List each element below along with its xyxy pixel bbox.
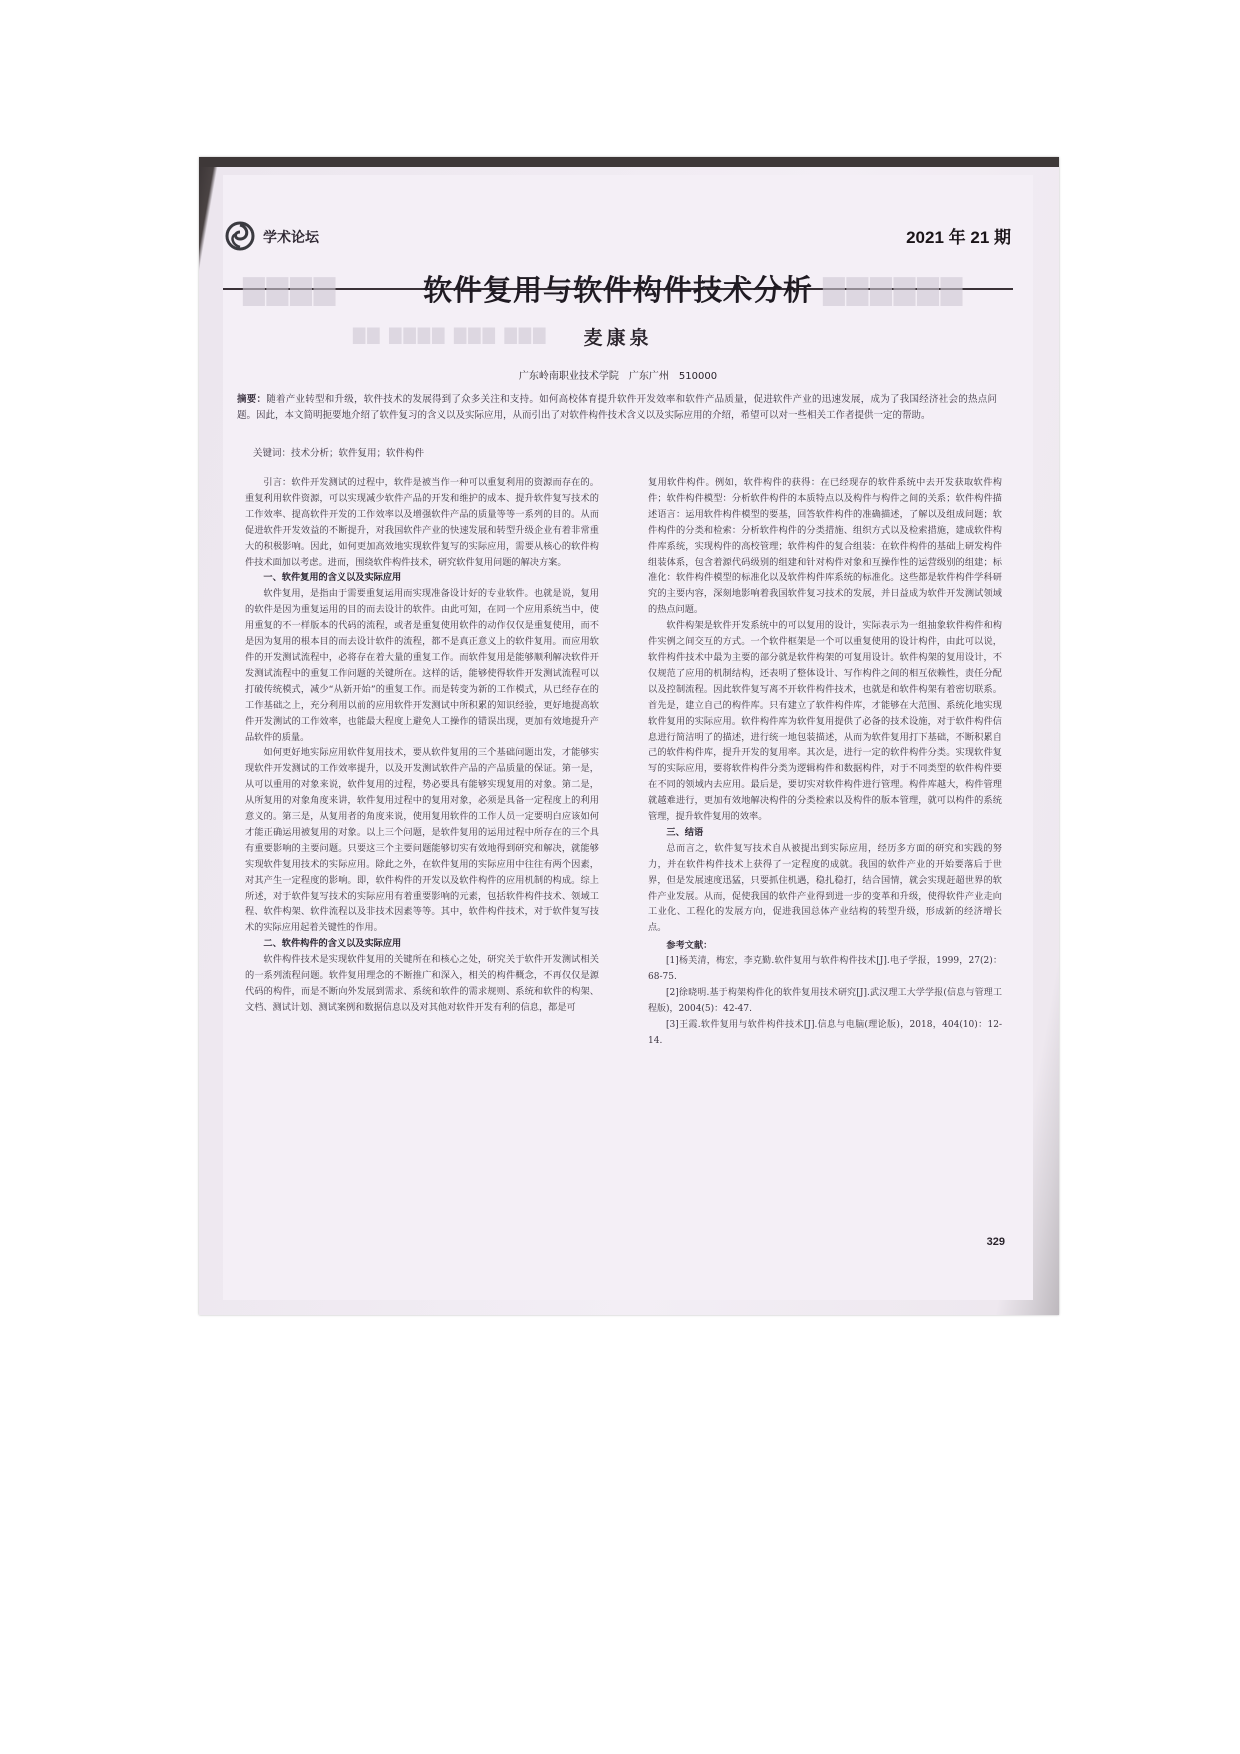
bleed-through-text: ▇▇▇▇ <box>243 273 338 306</box>
author-affiliation: 广东岭南职业技术学院 广东广州 510000 <box>518 371 718 382</box>
abstract-text: 随着产业转型和升级，软件技术的发展得到了众多关注和支持。如何高校体育提升软件开发效率和软件产品质量，促进软件产业的迅速发展，成为了我国经济社会的热点问题。因此，本文简明扼要地介绍了软件复习的含义以及实际应用，从而引出了对软件构件技术含义以及实际应用的介绍，希望可以对一些相关工作者提供一定的帮助。 <box>237 394 997 421</box>
journal-page <box>223 175 1033 1300</box>
left-column <box>245 475 599 1016</box>
keywords-label: 关键词： <box>253 448 292 459</box>
reference-item: [2]徐晓明.基于构架构件化的软件复用技术研究[J].武汉理工大学学报(信息与管理工程版)，2004(5)：42-47. <box>648 988 1002 1014</box>
right-paragraph-2: 软件构架是软件开发系统中的可以复用的设计，实际表示为一组抽象软件构件和构件实例之间交互的方式。一个软件框架是一个可以重复使用的设计构件，由此可以说，软件构件技术中最为主要的部分就是软件构架的可复用设计。软件构架的复用设计，不仅规范了应用的机制结构，还表明了整体设计、写作构件之间的相互依赖性，责任分配以及控制流程。因此软件复写离不开软件构件技术，也就是和软件构架有着密切联系。首先是，建立自己的构件库。只有建立了软件构件库，才能够在大范围、系统化地实现软件复用的实际应用。软件构件库为软件复用提供了必备的技术设施，对于软件构件信息进行简洁明了的描述，进行统一地包装描述，从而为软件复用打下基础，不断积累自己的软件构件库，提升开发的复用率。其次是，进行一定的软件构件分类。实现软件复写的实际应用，要将软件构件分类为逻辑构件和数据构件，对于不同类型的软件构件要在不同的领域内去应用。最后是，要切实对软件构件进行管理。构件库越大，构件管理就越难进行，更加有效地解决构件的分类检索以及构件的版本管理，就可以构件的系统管理，提升软件复用的效率。 <box>648 620 1002 823</box>
reference-item: [3]王霞.软件复用与软件构件技术[J].信息与电脑(理论版)，2018，404(10)：12-14. <box>648 1019 1002 1046</box>
keywords-text: 技术分析；软件复用；软件构件 <box>291 448 425 459</box>
bleed-through-text: ▇▇▇▇▇▇ <box>823 273 965 306</box>
section-heading-2: 二、软件构件的含义以及实际应用 <box>263 938 402 950</box>
left-paragraph-2: 软件复用，是指由于需要重复运用而实现准备设计好的专业软件。也就是说，复用的软件是因为重复运用的目的而去设计的软件。由此可知，在同一个应用系统当中，使用重复的不一样版本的代码的流程，或者是重复使用软件的动作仅仅是重复使用，而不是因为复用的根本目的而去设计软件的流程，都不是真正意义上的软件复用。而应用软件的开发测试流程中，必将存在着大量的重复工作。而软件复用是能够顺利解决软件开发测试流程中的重复工作问题的关键所在。这样的话，能够使得软件开发测试流程可以打破传统模式，减少“从新开始”的重复工作。而是转变为新的工作模式，从已经存在的工作基础之上，充分利用以前的应用软件开发测试中所积累的知识经验，更好地提高软件开发测试的工作效率，也能最大程度上避免人工操作的错误出现，更加有效地提升产品软件的质量。 <box>245 588 599 743</box>
section-heading-3: 三、结语 <box>666 826 704 838</box>
keywords <box>253 445 424 459</box>
section-name: 学术论坛 <box>263 230 319 246</box>
issue-number: 2021 年 21 期 <box>906 228 1011 247</box>
reference-item: [1]杨芙清，梅宏，李克勤.软件复用与软件构件技术[J].电子学报，1999，27(2)：68-75. <box>648 956 1002 983</box>
scan-edge <box>199 157 1059 167</box>
bleed-through-text: ▇▇ ▇▇▇▇ ▇▇▇ ▇▇▇ <box>353 325 548 344</box>
page-number: 329 <box>986 1236 1005 1248</box>
left-paragraph-4: 软件构件技术是实现软件复用的关键所在和核心之处，研究关于软件开发测试相关的一系列流程问题。软件复用理念的不断推广和深入，相关的构件概念，不再仅仅是源代码的构件，而是不断向外发展到需求、系统和软件的需求规则、系统和软件的构架、文档、测试计划、测试案例和数据信息以及对其他对软件开发有利的信息，都是可 <box>245 954 599 1013</box>
right-paragraph-1: 复用软件构件。例如，软件构件的获得：在已经现存的软件系统中去开发获取软件构件；软件构件模型：分析软件构件的本质特点以及构件与构件之间的关系；软件构件描述语言：运用软件构件模型的要基，回答软件构件的准确描述，了解以及组成问题；软件构件的分类和检索：分析软件构件的分类措施、组织方式以及检索措施，建成软件构件库系统，实现构件的高校管理；软件构件的复合组装：在软件构件的基础上研发构件组装体系，包含着源代码级别的组建和针对构件对象和互操作性的运营级别的组建；标准化：软件构件模型的标准化以及软件构件库系统的标准化。这些都是软件构件学科研究的主要内容，深刻地影响着我国软件复习技术的发展，并日益成为软件开发测试领域的热点问题。 <box>648 477 1002 616</box>
left-paragraph-intro: 引言：软件开发测试的过程中，软件是被当作一种可以重复利用的资源而存在的。重复利用软件资源，可以实现减少软件产品的开发和维护的成本、提升软件复写技术的工作效率、提高软件开发的工作效率以及增强软件产品的质量等等一系列的目的。从而促进软件开发效益的不断提升，对我国软件产业的快速发展和转型升级企业有着非常重大的积极影响。因此，如何更加高效地实现软件复写的实际应用，需要从核心的软件构件技术面加以考虑。进而，围绕软件构件技术，研究软件复用问题的解决方案。 <box>245 477 599 568</box>
spiral-logo-icon <box>225 221 255 251</box>
left-paragraph-3: 如何更好地实际应用软件复用技术，要从软件复用的三个基础问题出发，才能够实现软件开发测试的工作效率提升，以及开发测试软件产品的产品质量的保证。第一是，从可以重用的对象来说，软件复用的过程，势必要具有能够实现复用的对象。第二是，从所复用的对象角度来讲，软件复用过程中的复用对象，必须是具备一定程度上的利用意义的。第三是，从复用者的角度来说，使用复用软件的工作人员一定要明白应该如何才能正确运用被复用的对象。以上三个问题，是软件复用的运用过程中所存在的三个具有重要影响的主要问题。只要这三个主要问题能够切实有效地得到研究和解决，就能够实现软件复用技术的实际应用。除此之外，在软件复用的实际应用中往往有两个因素，对其产生一定程度的影响。即，软件构件的开发以及软件构件的应用机制的构成。综上所述，对于软件复写技术的实际应用有着重要影响的元素，包括软件构件技术、领域工程、软件构架、软件流程以及非技术因素等等。其中，软件构件技术，对于软件复写技术的实际应用起着关键性的作用。 <box>245 747 599 934</box>
page-header <box>223 215 1033 255</box>
section-heading-1: 一、软件复用的含义以及实际应用 <box>263 572 402 584</box>
right-column <box>648 475 1002 1050</box>
right-paragraph-3: 总而言之，软件复写技术自从被提出到实际应用，经历多方面的研究和实践的努力，并在软件构件技术上获得了一定程度的成就。我国的软件产业的开始要落后于世界，但是发展速度迅猛，只要抓住机遇，稳扎稳打，结合国情，就会实现赶超世界的软件产业发展。从而，促使我国的软件产业得到进一步的变革和升级，使得软件产业走向工业化、工程化的发展方向，促进我国总体产业结构的转型升级，形成新的经济增长点。 <box>648 842 1002 934</box>
article-author: 麦康泉 <box>583 327 653 349</box>
abstract-label: 摘要： <box>237 394 267 405</box>
references-heading: 参考文献： <box>666 940 713 952</box>
abstract <box>237 392 997 424</box>
article-title: 软件复用与软件构件技术分析 <box>422 273 813 307</box>
